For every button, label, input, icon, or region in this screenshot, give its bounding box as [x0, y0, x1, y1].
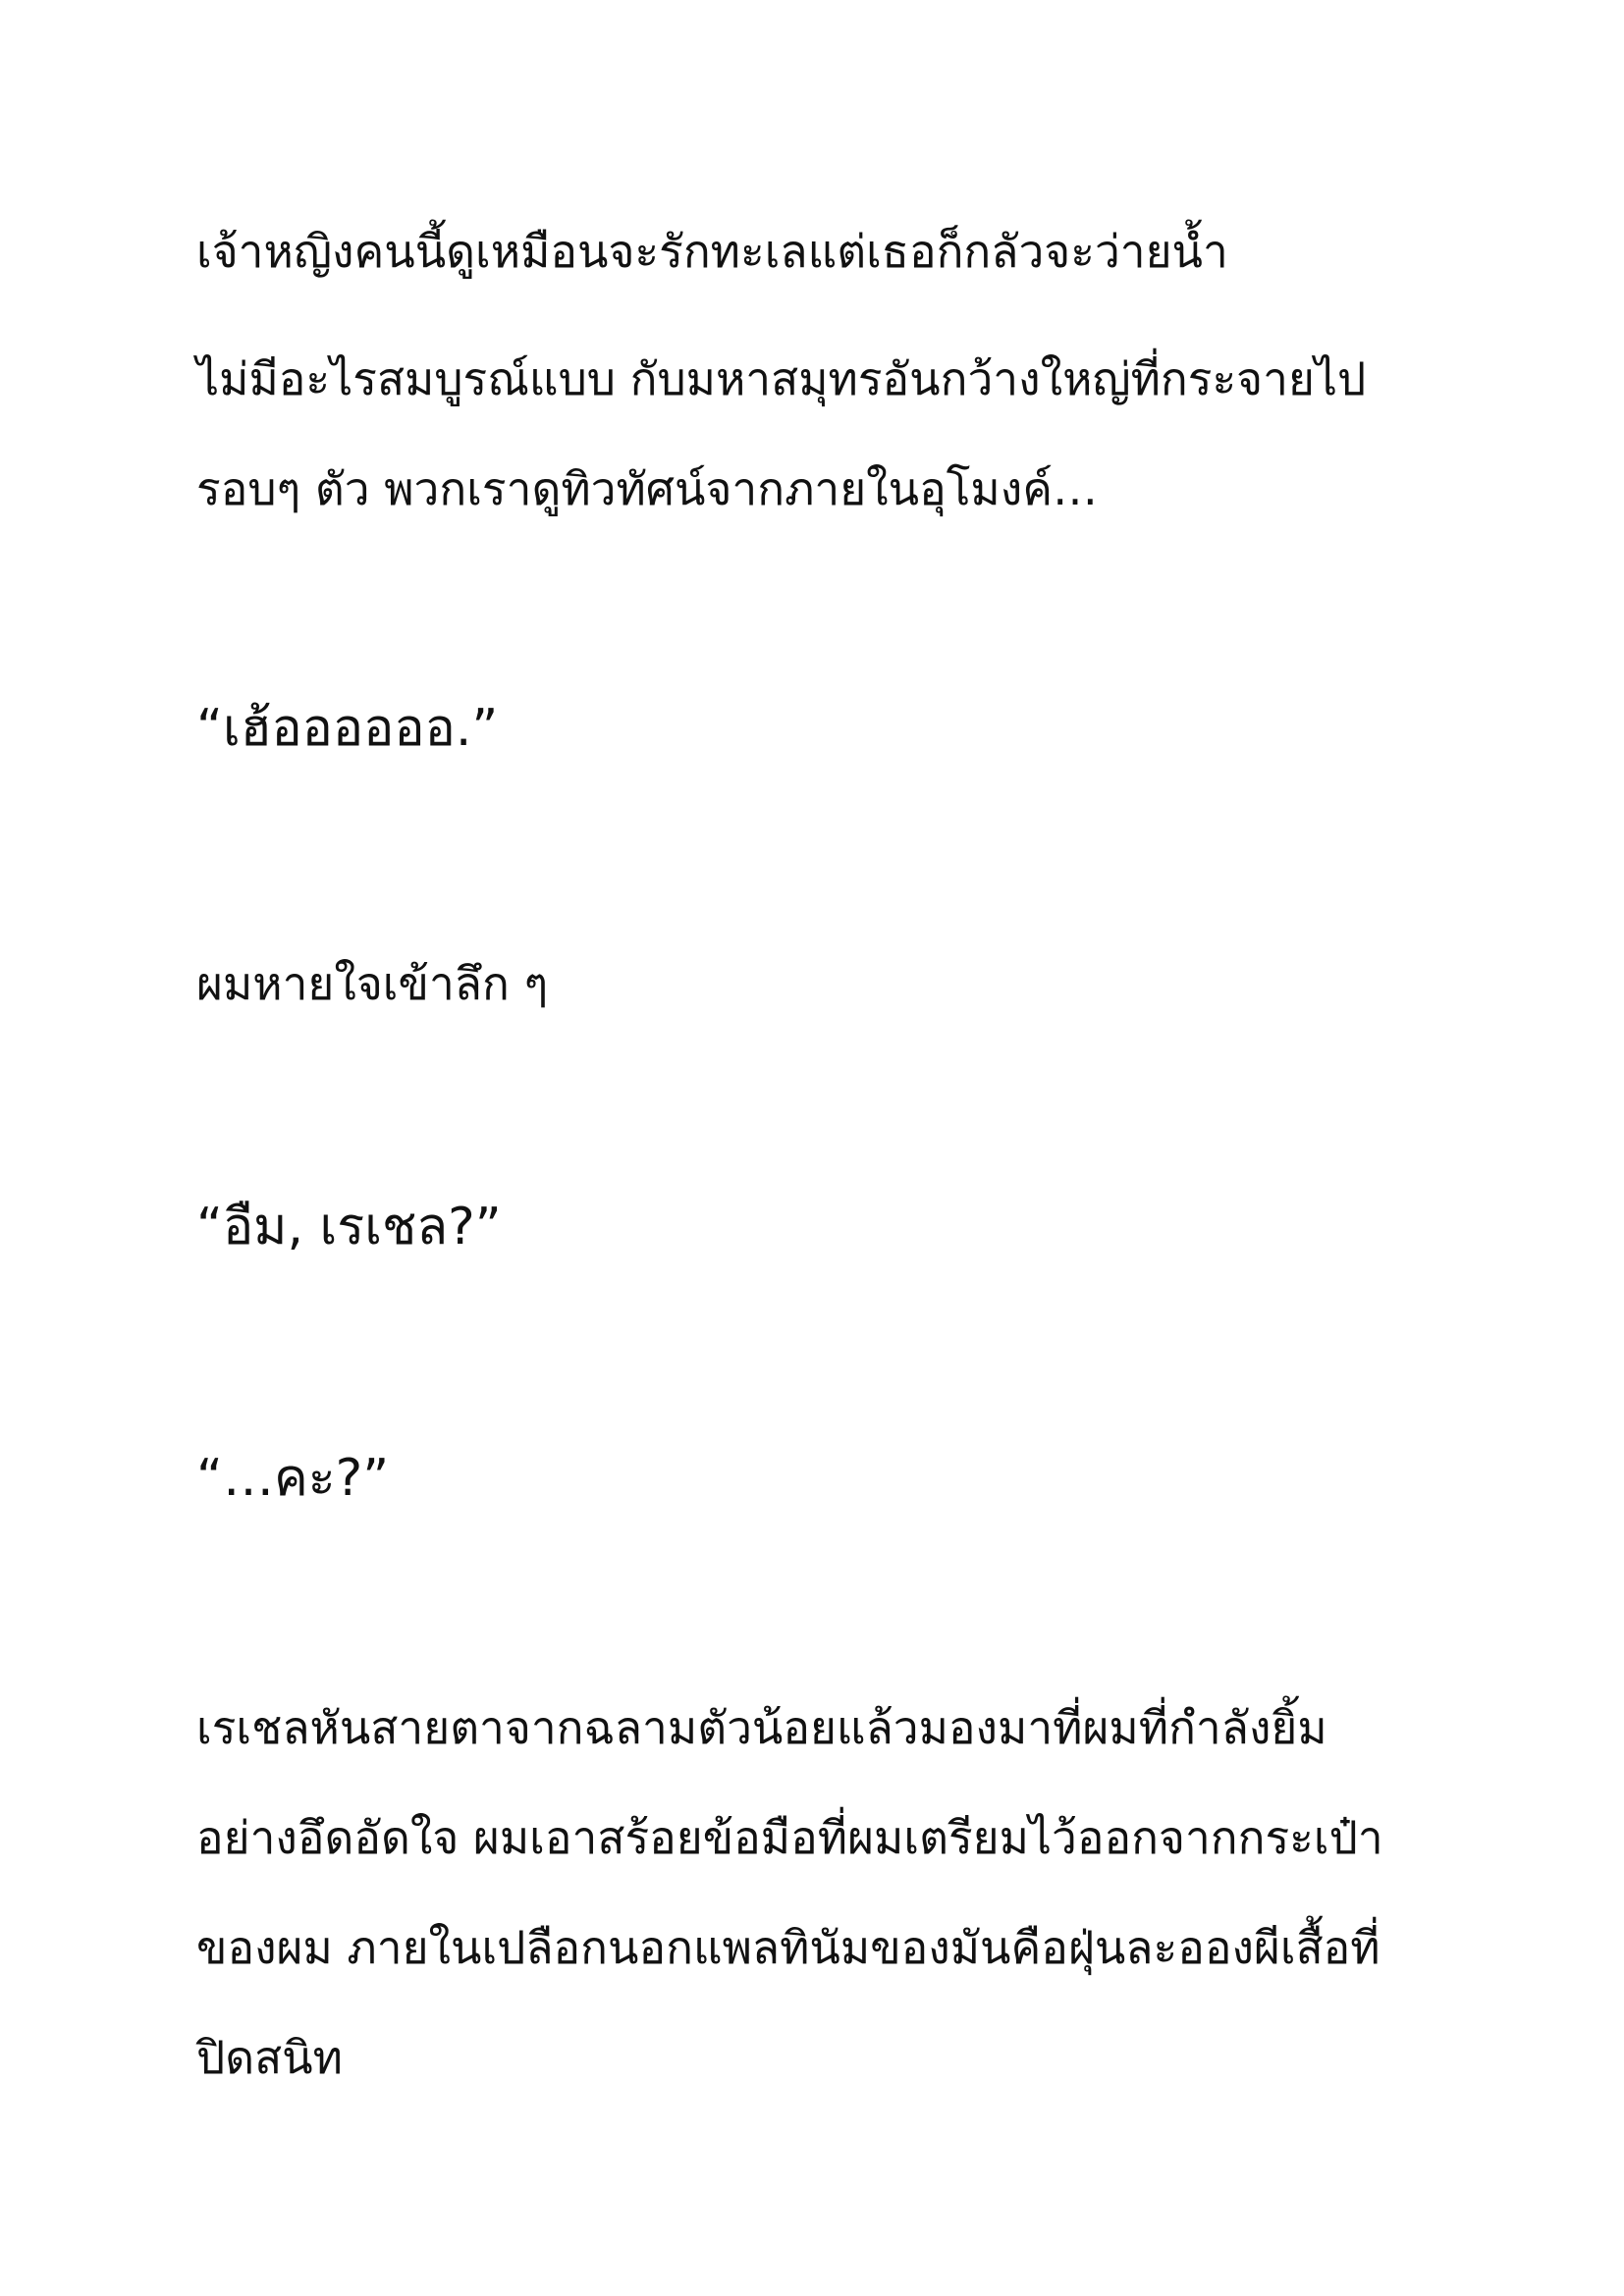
narration-deep-breath: ผมหายใจเข้าลึก ๆ	[196, 957, 549, 1010]
dialogue-reply: “…คะ?”	[196, 1449, 390, 1508]
paragraph-2-line-2: อย่างอึดอัดใจ ผมเอาสร้อยข้อมือที่ผมเตรียมไว้ออกจากกระเป๋า	[196, 1811, 1383, 1864]
dialogue-sigh: “เฮ้ออออออ.”	[196, 699, 499, 758]
paragraph-1-line-2: ไม่มีอะไรสมบูรณ์แบบ กับมหาสมุทรอันกว้างใหญ่ที่กระจายไป	[196, 352, 1367, 405]
dialogue-rachel-question: “อืม, เรเชล?”	[196, 1198, 502, 1256]
paragraph-2-line-1: เรเชลหันสายตาจากฉลามตัวน้อยแล้วมองมาที่ผมที่กำลังยิ้ม	[196, 1701, 1327, 1754]
paragraph-2-line-3: ของผม ภายในเปลือกนอกแพลทินัมของมันคือฝุ่นละอองผีเสื้อที่	[196, 1921, 1380, 1974]
paragraph-1-line-1: เจ้าหญิงคนนี้ดูเหมือนจะรักทะเลแต่เธอก็กลัวจะว่ายน้ำ	[196, 225, 1228, 278]
paragraph-2-line-4: ปิดสนิท	[196, 2031, 343, 2084]
paragraph-1-line-3: รอบๆ ตัว พวกเราดูทิวทัศน์จากภายในอุโมงค์…	[196, 462, 1098, 515]
